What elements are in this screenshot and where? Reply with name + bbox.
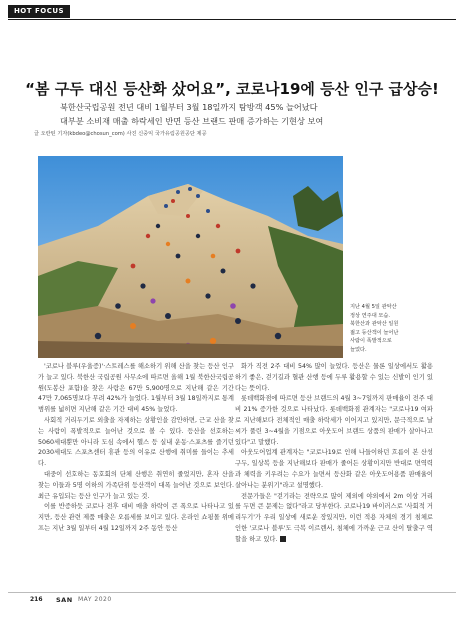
article-headline: “봄 구두 대신 등산화 샀어요”, 코로나19에 등산 인구 급상승!: [25, 80, 439, 98]
subhead-line-1: 북한산국립공원 전년 대비 1월부터 3월 18일까지 탐방객 45% 늘어났다: [60, 102, 318, 112]
top-rule: [8, 19, 456, 20]
article-subhead: [60, 100, 456, 128]
subhead-line-2: 대부분 소비재 매출 하락세인 반면 등산 브랜드 판매 증가하는 기현상 보여: [60, 116, 324, 126]
body-paragraph: 아웃도어업계 관계자는 "코로나19로 인해 나들이하던 흐름이 본 산성 구두, 일상복 등을 지난해보다 판매가 줄어든 상황이지만 반대로 면역력과 체력을 키우려는 수요가 늘면서 등산화 같은 아웃도어용품 판매율이 살아나는 분위기"라고 설명했다.: [235, 449, 433, 489]
body-paragraph: 이를 반증하듯 코로나 전후 대비 매출 하락이 큰 폭으로 나타나고 있지만, 등산 관련 제품 매출은 오름세를 보이고 있다. 온라인 쇼핑몰 위메프는 지난 3월 일부터 4월 12일까지 2주 동안 등산: [38, 503, 234, 532]
body-paragraph: 대중이 선호하는 동호회의 단체 산행은 취연히 줄었지만, 혼자 산을 찾는 이들과 5명 이하의 가족단위 등산객이 대폭 늘어난 것으로 보인다. 최근 유입되는 등산 인구가 늘고 있는 것.: [38, 470, 234, 500]
footer-rule: [8, 592, 456, 593]
mountain-summit-illustration: [38, 156, 343, 358]
body-paragraph: '코로나 블루(우울증)'·스트레스를 해소하기 위해 산을 찾는 등산 인구가 늘고 있다. 북한산 국립공원 사무소에 따르면 올해 1월 북한산국립공원(도봉산 포함)을 찾은 사람은 67만 5,900명으로 지난해 같은 기간 47만 7,065명보다 무려 42%가 늘었다. 1월부터 3월 18일까지로 통계 범위를 넓히면 지난해 같은 기간 대비 45% 늘었다.: [38, 363, 234, 414]
article-byline: 글 오란틴 기자(kbdeo@chosun_com) 사진 신중익 국가유림공원공단 제공: [34, 131, 207, 137]
caption-line: 젊고 등산객이 늘어난: [350, 329, 399, 336]
magazine-name: SAN: [56, 596, 73, 604]
caption-line: 북한산과 관악산 일원: [350, 321, 399, 328]
caption-line: 지난 4월 5일 관악산: [350, 304, 397, 310]
body-paragraph: [235, 492, 433, 546]
body-paragraph: 롯데백화점에 따르면 등산 브랜드의 4월 3~7일까지 판매율이 전주 대비 21% 증가한 것으로 나타났다. 롯데백화점 관계자는 "코로나19 여파로 지난해보다 전체적인 매출 하락세가 이어지고 있지만, 문극적으로 날씨가 풀린 3~4월을 기점으로 아웃도어 브랜드 상품의 판매가 살아나고 있다"고 말했다.: [235, 395, 433, 446]
body-column-right: [235, 362, 433, 546]
body-column-left: [38, 362, 234, 535]
issue-date: MAY 2020: [78, 596, 112, 603]
caption-line: 사람이 폭발적으로: [350, 338, 392, 345]
square-end-mark-icon: [280, 536, 286, 542]
caption-line: 늘었다.: [350, 346, 367, 353]
section-tag: HOT FOCUS: [8, 5, 70, 18]
body-paragraph: 사회적 거리두기로 외출을 자제하는 상황인을 감안하면, 근교 산을 찾는 사람이 폭발적으로 늘어난 것으로 볼 수 있다. 등산을 선호하는 5060세대뿐만 아니라 도심 속에서 헬스 등 실내 운동·스포츠를 즐기던 2030세대도 스포츠센터 휴관 등의 이유로 산행에 취미를 들이는 추세다.: [38, 416, 234, 468]
photo-caption: [350, 303, 430, 355]
mountain-summit-photo: [38, 156, 343, 358]
body-paragraph: 화가 직전 2주 대비 54% 많이 늘었다. 등산은 물론 일상에서도 활용하기 좋은, 걷기길과 혈관 산행 등에 두루 활용할 수 있는 신발이 인기 있다는 뜻이다.: [235, 363, 433, 392]
body-paragraph-text: 전문가들은 "걷기라는 전략으로 많이 제외에 야외에서 2m 이상 거리를 두면 큰 문제는 없다"라고 당부한다. 코로나19 바이러스로 '사회적 거리두기'가 우리 일상에 새로운 장있지만, 이런 적용 자체의 경기 침체로 인한 '코로나 블루'도 극복 이르렌서, 침체에 가까운 근교 산이 탈출구 역할을 하고 있다.: [235, 492, 433, 543]
page-number: 216: [30, 596, 43, 603]
caption-line: 정상 연주대 모습.: [350, 312, 391, 319]
